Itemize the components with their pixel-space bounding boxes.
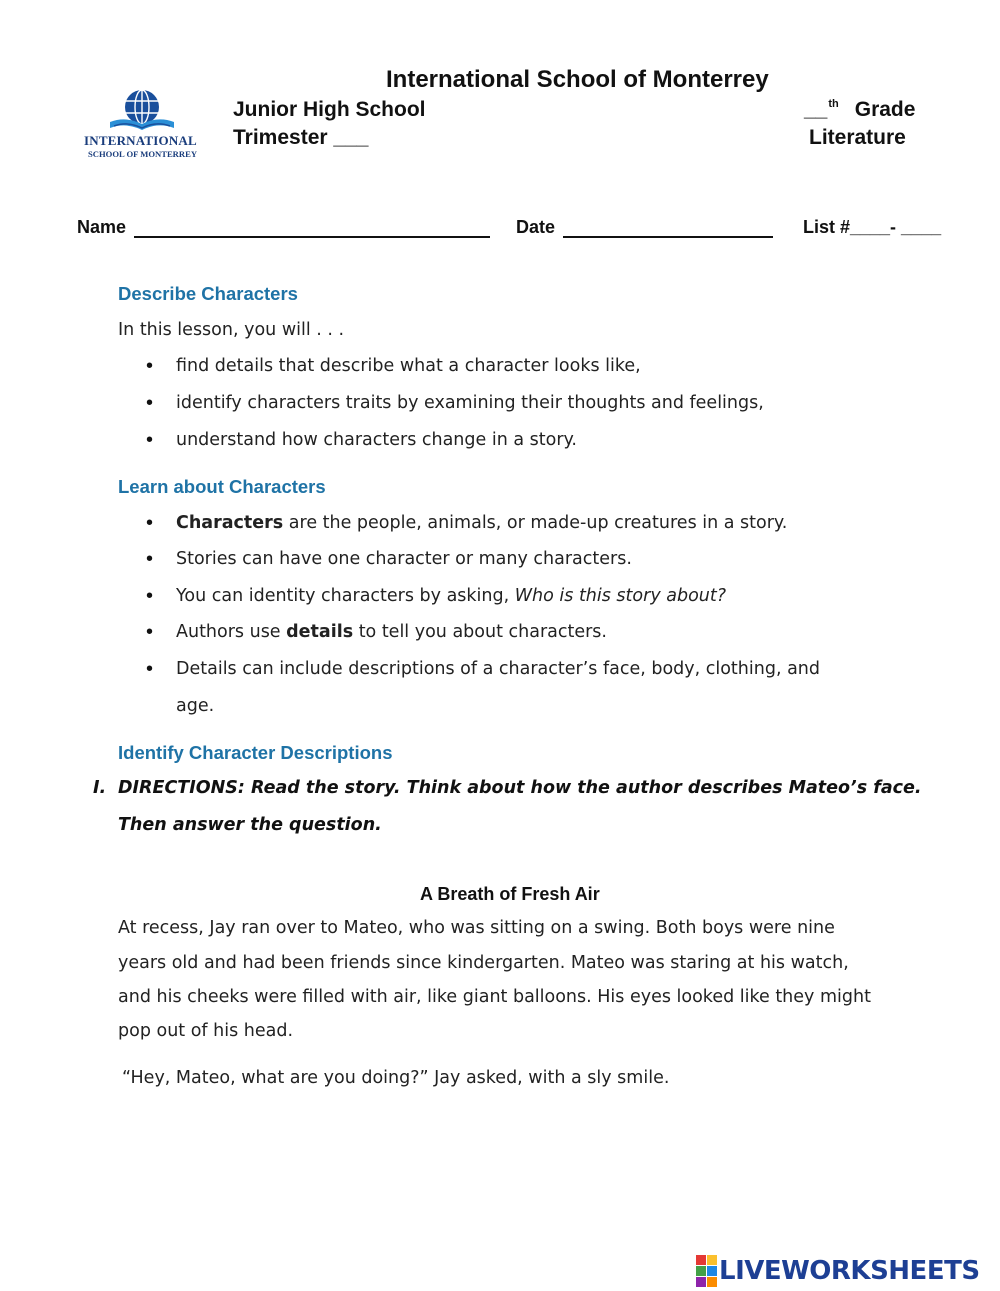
grade-line: [804, 98, 915, 122]
bullet-icon: •: [146, 621, 154, 643]
section-identify-title: Identify Character Descriptions: [118, 742, 393, 763]
brand-block: [707, 1277, 717, 1287]
story-title: A Breath of Fresh Air: [420, 884, 600, 904]
brand-text: LIVEWORKSHEETS: [719, 1256, 980, 1286]
list-item: understand how characters change in a story.: [176, 430, 577, 450]
brand-block: [696, 1277, 706, 1287]
list-item-text: Authors use: [176, 622, 287, 642]
list-item: [176, 586, 726, 606]
list-item: Details can include descriptions of a character’s face, body, clothing, and: [176, 659, 820, 679]
school-name: International School of Monterrey: [386, 66, 769, 93]
brand-block: [707, 1266, 717, 1276]
grade-label: Grade: [854, 98, 916, 121]
list-item: Stories can have one character or many characters.: [176, 549, 632, 569]
section-learn-title: Learn about Characters: [118, 476, 326, 497]
division: Junior High School: [233, 98, 426, 121]
list-item-text: to tell you about characters.: [353, 622, 607, 642]
story-dialogue: “Hey, Mateo, what are you doing?” Jay asked, with a sly smile.: [122, 1068, 670, 1088]
logo-line2: SCHOOL OF MONTERREY: [88, 149, 198, 159]
brand-block: [696, 1266, 706, 1276]
date-field: [516, 217, 773, 238]
directions-line2: Then answer the question.: [118, 815, 382, 835]
story-line: At recess, Jay ran over to Mateo, who was sitting on a swing. Both boys were nine: [118, 918, 835, 938]
term-details: details: [286, 622, 354, 642]
list-item-continued: age.: [176, 696, 215, 716]
bullet-icon: •: [146, 429, 154, 451]
bullet-icon: •: [146, 585, 154, 607]
trimester: Trimester ___: [233, 126, 369, 149]
directions-line1: DIRECTIONS: Read the story. Think about how the author describes Mateo’s face.: [118, 778, 922, 798]
brand-blocks-icon: [696, 1255, 717, 1287]
bullet-icon: •: [146, 548, 154, 570]
liveworksheets-logo[interactable]: [696, 1256, 980, 1286]
section-describe-title: Describe Characters: [118, 283, 298, 304]
date-input[interactable]: [563, 218, 773, 238]
logo-line1: INTERNATIONAL: [84, 133, 197, 148]
name-field: [77, 217, 490, 238]
list-item: [176, 622, 607, 642]
brand-block: [696, 1255, 706, 1265]
grade-blank[interactable]: __: [804, 98, 828, 121]
globe-book-icon: [84, 86, 200, 136]
list-item: identify characters traits by examining their thoughts and feelings,: [176, 393, 764, 413]
list-item: find details that describe what a character looks like,: [176, 356, 641, 376]
italic-question: Who is this story about?: [514, 586, 727, 606]
name-input[interactable]: [134, 218, 490, 238]
list-number-field[interactable]: List #____- ____: [803, 217, 942, 237]
brand-block: [707, 1255, 717, 1265]
bullet-icon: •: [146, 658, 154, 680]
date-label: Date: [516, 217, 556, 237]
list-item-text: You can identity characters by asking,: [176, 586, 515, 606]
story-line: and his cheeks were filled with air, like giant balloons. His eyes looked like they might: [118, 987, 871, 1007]
subject: Literature: [809, 126, 906, 149]
list-item: [176, 513, 787, 533]
bullet-icon: •: [146, 392, 154, 414]
bullet-icon: •: [146, 512, 154, 534]
bullet-icon: •: [146, 355, 154, 377]
story-line: pop out of his head.: [118, 1021, 294, 1041]
grade-suffix: th: [828, 98, 839, 110]
list-item-text: are the people, animals, or made-up creatures in a story.: [283, 513, 788, 533]
term-characters: Characters: [176, 513, 284, 533]
describe-intro: In this lesson, you will . . .: [118, 320, 345, 340]
directions-numeral: I.: [93, 778, 107, 798]
story-line: years old and had been friends since kindergarten. Mateo was staring at his watch,: [118, 953, 849, 973]
name-label: Name: [77, 217, 127, 237]
